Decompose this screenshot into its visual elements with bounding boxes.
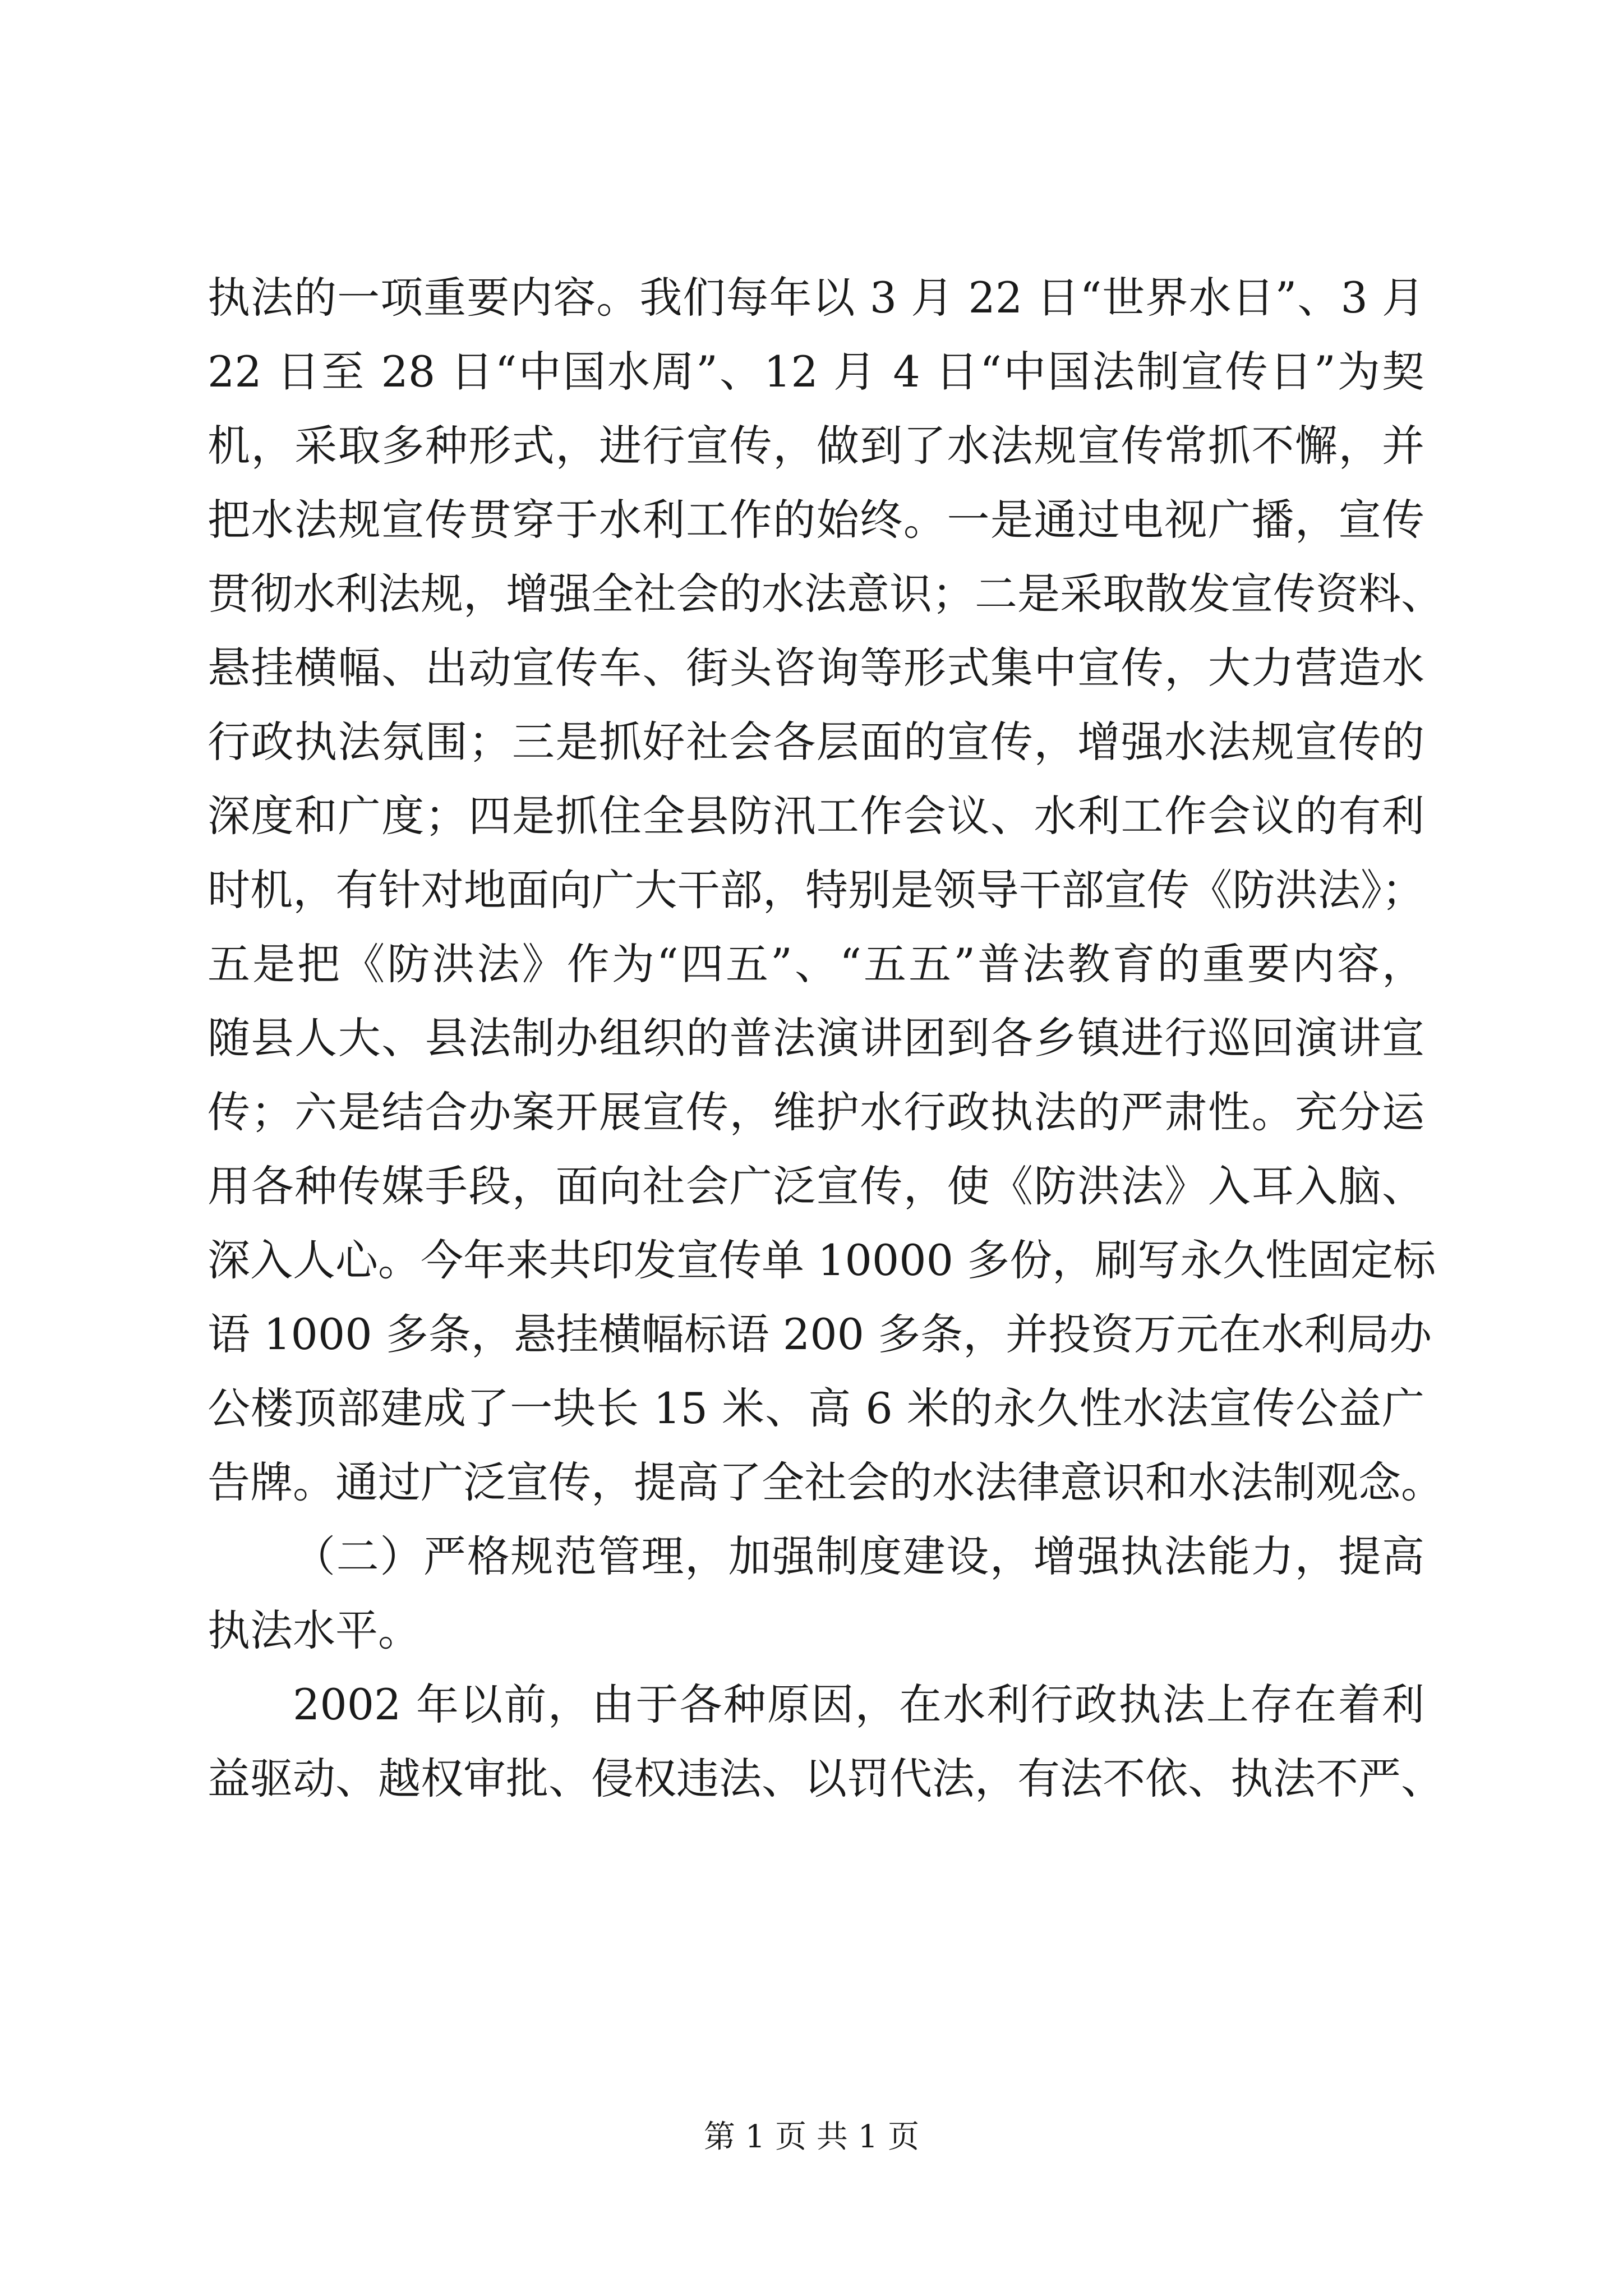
text-line: 五是把《防洪法》作为“四五”、“五五”普法教育的重要内容， (208, 939, 1424, 989)
text-line: 行政执法氛围；三是抓好社会各层面的宣传，增强水法规宣传的 (208, 717, 1424, 767)
page-number-label: 第 1 页 共 1 页 (703, 2119, 920, 2155)
text-line: 益驱动、越权审批、侵权违法、以罚代法，有法不依、执法不严、 (208, 1754, 1444, 1803)
text-line: 语 1000 多条，悬挂横幅标语 200 多条，并投资万元在水利局办 (208, 1309, 1432, 1359)
text-line: 随县人大、县法制办组织的普法演讲团到各乡镇进行巡回演讲宣 (208, 1013, 1424, 1063)
page-footer (0, 2118, 1623, 2157)
text-line: 时机，有针对地面向广大干部，特别是领导干部宣传《防洪法》； (208, 865, 1424, 915)
text-line: 深度和广度；四是抓住全县防汛工作会议、水利工作会议的有利 (208, 791, 1424, 841)
text-line: 用各种传媒手段，面向社会广泛宣传，使《防洪法》入耳入脑、 (208, 1161, 1424, 1211)
text-line: 贯彻水利法规，增强全社会的水法意识；二是采取散发宣传资料、 (208, 569, 1444, 619)
text-line: 22 日至 28 日“中国水周”、12 月 4 日“中国法制宣传日”为契 (208, 347, 1424, 397)
text-line: 2002 年以前，由于各种原因，在水利行政执法上存在着利 (293, 1680, 1424, 1729)
body-text (208, 261, 1444, 1816)
text-line: 公楼顶部建成了一块长 15 米、高 6 米的永久性水法宣传公益广 (208, 1383, 1424, 1433)
section-heading-line: （二）严格规范管理，加强制度建设，增强执法能力，提高 (293, 1531, 1424, 1581)
text-line: 把水法规宣传贯穿于水利工作的始终。一是通过电视广播，宣传 (208, 495, 1424, 545)
text-line: 悬挂横幅、出动宣传车、街头咨询等形式集中宣传，大力营造水 (208, 643, 1424, 693)
section-heading-line: 执法水平。 (208, 1605, 421, 1655)
text-line: 深入人心。今年来共印发宣传单 10000 多份，刷写永久性固定标 (208, 1235, 1436, 1285)
text-line: 传；六是结合办案开展宣传，维护水行政执法的严肃性。充分运 (208, 1087, 1424, 1137)
text-line: 告牌。通过广泛宣传，提高了全社会的水法律意识和水法制观念。 (208, 1457, 1444, 1507)
text-line: 执法的一项重要内容。我们每年以 3 月 22 日“世界水日”、3 月 (208, 273, 1424, 323)
text-line: 机，采取多种形式，进行宣传，做到了水法规宣传常抓不懈，并 (208, 421, 1424, 471)
